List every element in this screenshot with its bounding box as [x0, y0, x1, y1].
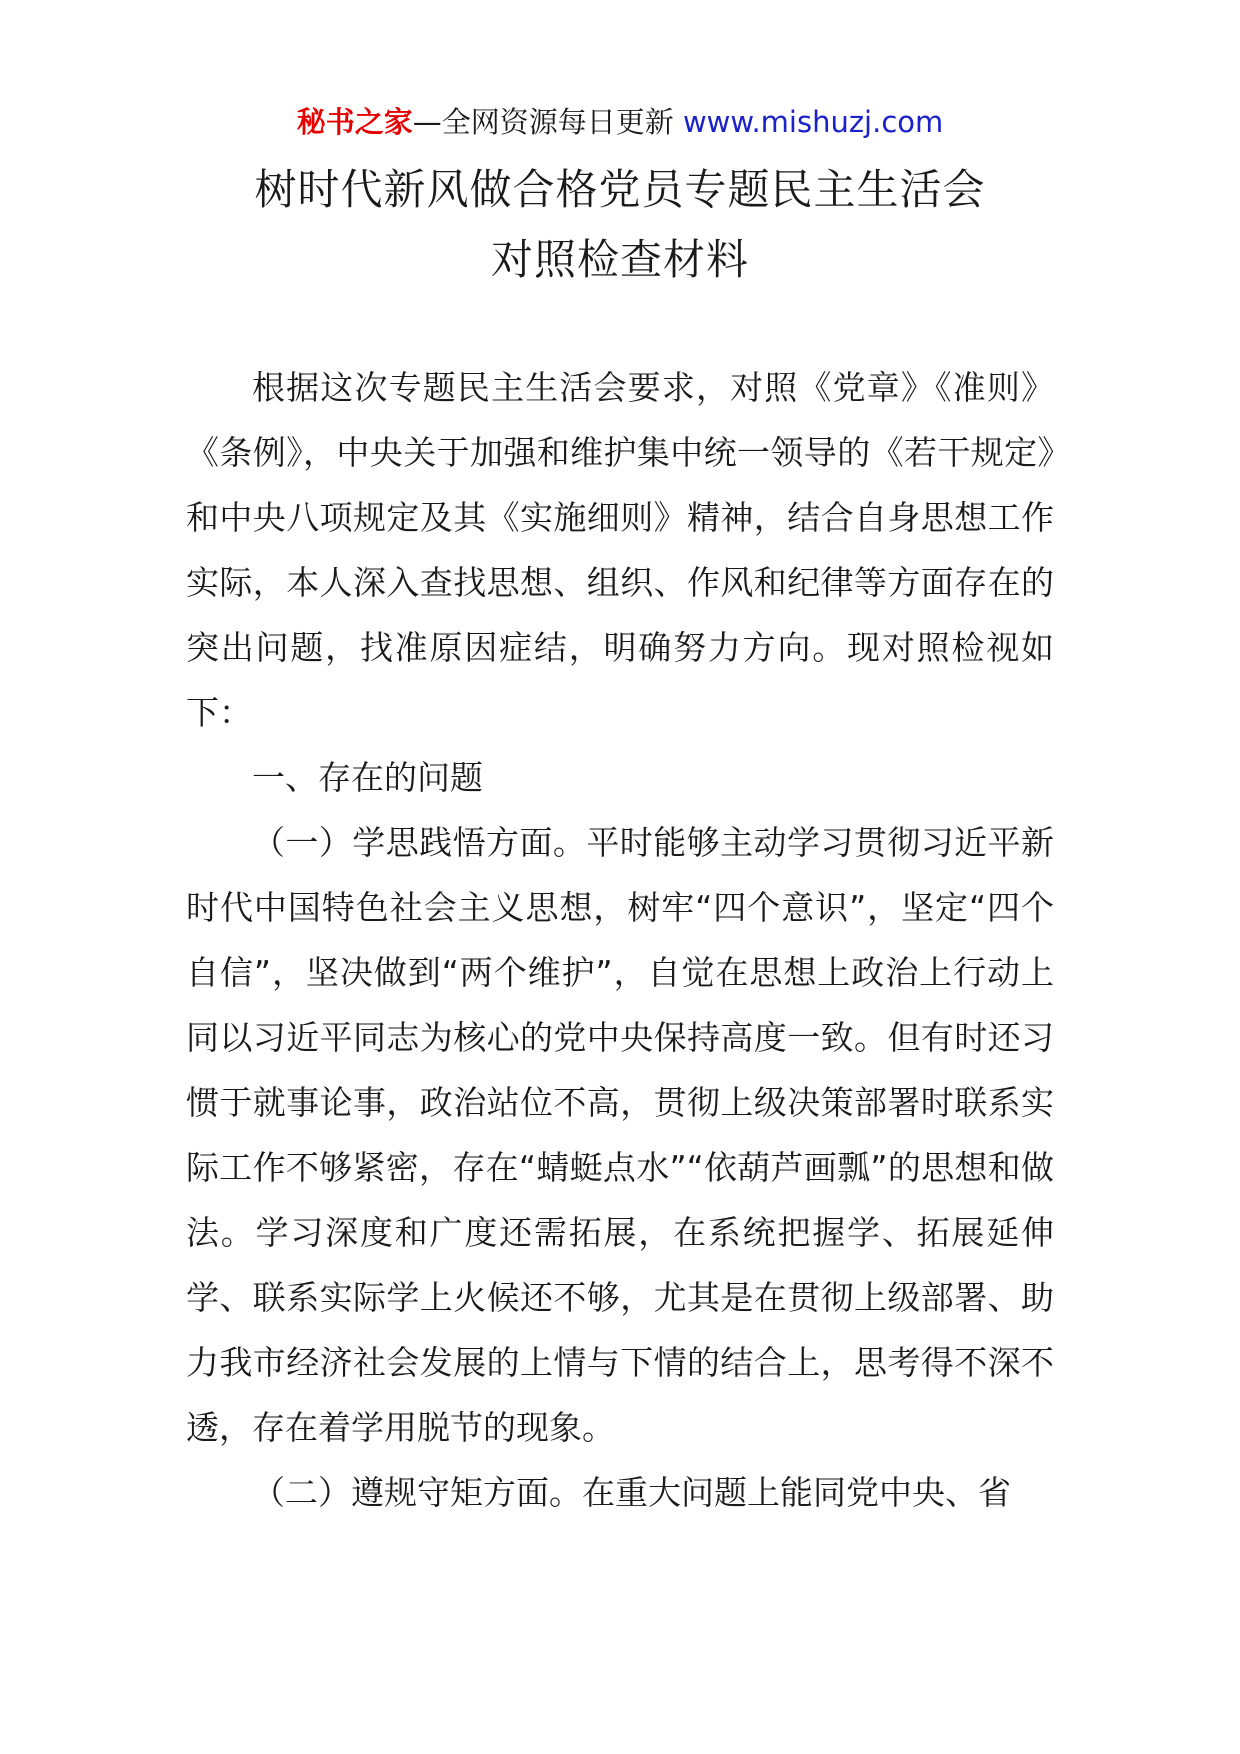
brand-name: 秘书之家: [296, 105, 413, 139]
document-title-line-1: 树时代新风做合格党员专题民主生活会: [254, 165, 986, 214]
section-heading: 一、存在的问题: [252, 758, 483, 797]
document-title-line-2: 对照检查材料: [490, 235, 749, 284]
body-paragraph: （二）遵规守矩方面。在重大问题上能同党中央、省: [252, 1473, 1011, 1512]
site-url-link[interactable]: www.mishuzj.com: [682, 105, 944, 139]
document-body: [186, 355, 1054, 1525]
banner-slogan: —全网资源每日更新: [412, 105, 683, 139]
site-banner: [0, 100, 1240, 144]
intro-paragraph: 根据这次专题民主生活会要求，对照《党章》《准则》《条例》，中央关于加强和维护集中统一领导的《若干规定》和中央八项规定及其《实施细则》精神，结合自身思想工作实际，本人深入查找思想、组织、作风和纪律等方面存在的突出问题，找准原因症结，明确努力方向。现对照检视如下：: [186, 368, 1054, 732]
body-paragraph: （一）学思践悟方面。平时能够主动学习贯彻习近平新时代中国特色社会主义思想，树牢“四个意识”，坚定“四个自信”，坚决做到“两个维护”，自觉在思想上政治上行动上同以习近平同志为核心的党中央保持高度一致。但有时还习惯于就事论事，政治站位不高，贯彻上级决策部署时联系实际工作不够紧密，存在“蜻蜓点水”“依葫芦画瓢”的思想和做法。学习深度和广度还需拓展，在系统把握学、拓展延伸学、联系实际学上火候还不够，尤其是在贯彻上级部署、助力我市经济社会发展的上情与下情的结合上，思考得不深不透，存在着学用脱节的现象。: [186, 823, 1054, 1447]
